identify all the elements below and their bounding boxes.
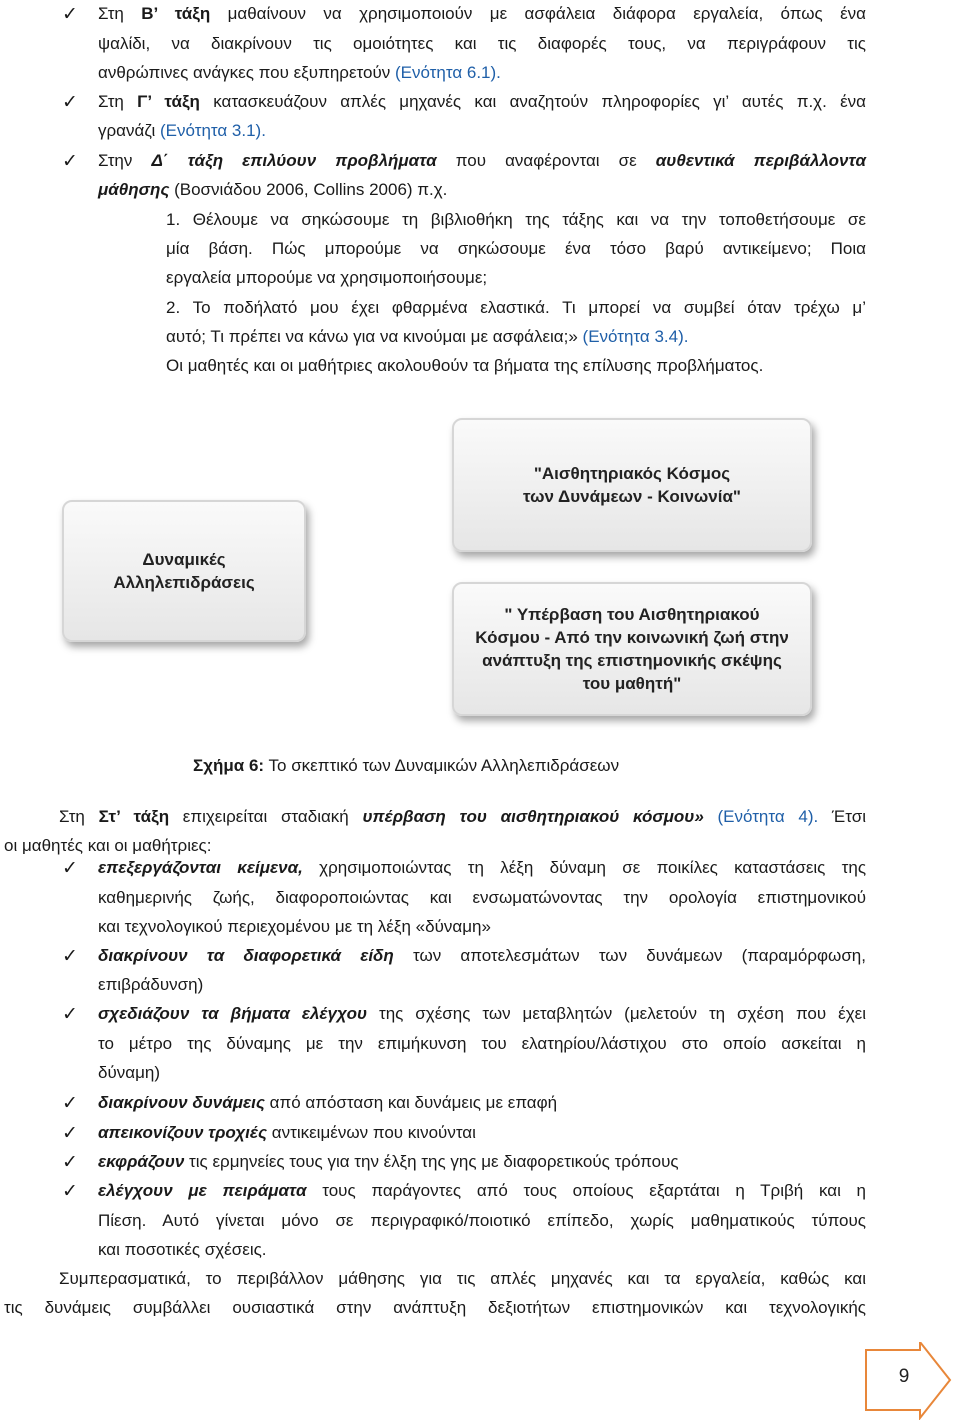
checkmark-icon: ✓ <box>62 150 78 172</box>
text-run: γρανάζι <box>98 121 161 140</box>
bullet-line <box>98 887 866 909</box>
text-run: ανθρώπινες ανάγκες που εξυπηρετούν <box>98 63 395 82</box>
text-run: Β’ τάξη <box>141 4 211 23</box>
bullet-line <box>98 1239 866 1261</box>
diagram-top-box: "Αισθητηριακός Κόσμος των Δυνάμεων - Κοινωνία" <box>452 418 812 552</box>
text-run: Στη <box>98 4 142 23</box>
text-run: Πίεση. Αυτό γίνεται μόνο σε περιγραφικό/ποιοτικό επίπεδο, χωρίς μαθηματικούς τύπους <box>98 1211 866 1230</box>
paragraph-line <box>4 1297 866 1319</box>
text-run: της σχέσης των μεταβλητών (μελετούν τη σχέση που έχει <box>367 1004 866 1023</box>
paragraph-line <box>59 1268 866 1290</box>
text-run: σχεδιάζουν τα βήματα ελέγχου <box>98 1004 368 1023</box>
diagram-left-box: Δυναμικές Αλληλεπιδράσεις <box>62 500 306 642</box>
checkmark-icon: ✓ <box>62 1151 78 1173</box>
checkmark-icon: ✓ <box>62 1003 78 1025</box>
text-run: Έτσι <box>818 807 866 826</box>
text-run: τους παράγοντες από τους οποίους εξαρτάται η Τριβή και η <box>306 1181 867 1200</box>
bullet-line <box>98 150 866 172</box>
example-line <box>166 267 866 289</box>
text-run: Γ’ τάξη <box>137 92 200 111</box>
bullet-line <box>98 3 866 25</box>
text-run: ψαλίδι, να διακρίνουν τις ομοιότητες και τις διαφορές τους, να περιγράφουν τις <box>98 34 866 53</box>
figure-caption <box>193 755 619 777</box>
example-line <box>166 238 866 260</box>
text-run: Οι μαθητές και οι μαθήτριες ακολουθούν τα βήματα της επίλυσης προβλήματος. <box>166 356 764 375</box>
bullet-line <box>98 974 866 996</box>
text-run: μία βάση. Πώς μπορούμε να σηκώσουμε ένα τόσο βαρύ αντικείμενο; Ποια <box>166 239 866 258</box>
text-run: που αναφέρονται σε <box>436 151 656 170</box>
checkmark-icon: ✓ <box>62 945 78 967</box>
checkmark-icon: ✓ <box>62 91 78 113</box>
diagram-bottom-box: " Υπέρβαση του Αισθητηριακού Κόσμου - Από την κοινωνική ζωή στην ανάπτυξη της επιστημονικής σκέψης του μαθητή" <box>452 582 812 716</box>
text-run: επεξεργάζονται κείμενα, <box>98 858 303 877</box>
text-run: 1. Θέλουμε να σηκώσουμε τη βιβλιοθήκη της τάξης και να την τοποθετήσουμε σε <box>166 210 866 229</box>
text-run: Στην <box>98 151 152 170</box>
bullet-line <box>98 91 866 113</box>
text-run: οι μαθητές και οι μαθήτριες: <box>4 836 212 855</box>
bullet-line <box>98 1122 866 1144</box>
text-run: μαθαίνουν να χρησιμοποιούν με ασφάλεια διάφορα εργαλεία, όπως ένα <box>210 4 866 23</box>
checkmark-icon: ✓ <box>62 3 78 25</box>
example-line <box>166 326 866 348</box>
checkmark-icon: ✓ <box>62 1122 78 1144</box>
text-run: και τεχνολογικού περιεχομένου με τη λέξη «δύναμη» <box>98 917 491 936</box>
text-run: αυθεντικά περιβάλλοντα <box>655 151 867 170</box>
example-line <box>166 355 866 377</box>
text-run: και ποσοτικές σχέσεις. <box>98 1240 267 1259</box>
bullet-line <box>98 33 866 55</box>
text-run: αυτό; Τι πρέπει να κάνω για να κινούμαι με ασφάλεια;» <box>166 327 583 346</box>
section-reference-link[interactable]: (Ενότητα 3.1). <box>160 121 266 140</box>
text-run: κατασκευάζουν απλές μηχανές και αναζητούν πληροφορίες γι’ αυτές π.χ. ένα <box>199 92 866 111</box>
example-line <box>166 209 866 231</box>
text-run: ελέγχουν με πειράματα <box>98 1181 307 1200</box>
text-run: από απόσταση και δυνάμεις με επαφή <box>264 1093 558 1112</box>
text-run: διακρίνουν δυνάμεις <box>98 1093 265 1112</box>
text-run: το μέτρο της δύναμης με την επιμήκυνση του ελατηρίου/λάστιχου στο οποίο ασκείται η <box>98 1034 866 1053</box>
text-run: εκφράζουν <box>98 1152 185 1171</box>
text-run: Στ’ τάξη <box>98 807 170 826</box>
text-run: διακρίνουν τα διαφορετικά είδη <box>98 946 394 965</box>
page-number-badge <box>862 1342 952 1420</box>
text-run: αντικειμένων που κινούνται <box>267 1123 476 1142</box>
text-run: εργαλεία μπορούμε να χρησιμοποιήσουμε; <box>166 268 488 287</box>
bullet-line <box>98 1092 866 1114</box>
text-run: τις δυνάμεις συμβάλλει ουσιαστικά στην ανάπτυξη δεξιοτήτων επιστημονικών και τεχνολογικής <box>4 1298 866 1317</box>
bullet-line <box>98 1003 866 1025</box>
paragraph-line <box>4 835 211 857</box>
bullet-line <box>98 179 866 201</box>
text-run: απεικονίζουν τροχιές <box>98 1123 268 1142</box>
text-run: Στη <box>98 92 138 111</box>
checkmark-icon: ✓ <box>62 1092 78 1114</box>
bullet-line <box>98 945 866 967</box>
text-run: επιχειρείται σταδιακή <box>169 807 363 826</box>
bullet-line <box>98 1062 866 1084</box>
text-run: Στη <box>59 807 99 826</box>
text-run: τις ερμηνείες τους για την έλξη της γης με διαφορετικούς τρόπους <box>184 1152 679 1171</box>
page-number: 9 <box>898 1366 910 1387</box>
figure-caption-label: Σχήμα 6: <box>193 756 265 775</box>
bullet-line <box>98 1151 866 1173</box>
bullet-line <box>98 916 866 938</box>
bullet-line <box>98 120 866 142</box>
text-run: 2. Το ποδήλατό μου έχει φθαρμένα ελαστικά. Τι μπορεί να συμβεί όταν τρέχω μ’ <box>166 298 866 317</box>
section-reference-link[interactable]: (Ενότητα 3.4). <box>582 327 689 346</box>
bullet-line <box>98 1033 866 1055</box>
section-reference-link[interactable]: (Ενότητα 4). <box>717 807 819 826</box>
checkmark-icon: ✓ <box>62 1180 78 1202</box>
text-run: χρησιμοποιώντας τη λέξη δύναμη σε ποικίλες καταστάσεις της <box>302 858 867 877</box>
text-run: δύναμη) <box>98 1063 160 1082</box>
bullet-line <box>98 62 866 84</box>
text-run: υπέρβαση του αισθητηριακού κόσμου» <box>362 807 704 826</box>
text-run: Συμπερασματικά, το περιβάλλον μάθησης για τις απλές μηχανές και τα εργαλεία, καθώς και <box>59 1269 866 1288</box>
bullet-line <box>98 857 866 879</box>
bullet-line <box>98 1180 866 1202</box>
paragraph-line <box>59 806 866 828</box>
bullet-line <box>98 1210 866 1232</box>
figure-caption-text: Το σκεπτικό των Δυναμικών Αλληλεπιδράσεων <box>264 756 620 775</box>
section-reference-link[interactable]: (Ενότητα 6.1). <box>394 63 501 82</box>
checkmark-icon: ✓ <box>62 857 78 879</box>
text-run: μάθησης <box>98 180 170 199</box>
text-run: Δ΄ τάξη επιλύουν προβλήματα <box>151 151 437 170</box>
example-line <box>166 297 866 319</box>
text-run: καθημερινής ζωής, διαφοροποιώντας και ενσωματώνοντας την ορολογία επιστημονικού <box>98 888 866 907</box>
text-run: των αποτελεσμάτων των δυνάμεων (παραμόρφωση, <box>393 946 866 965</box>
text-run: επιβράδυνση) <box>98 975 204 994</box>
text-run: (Βοσνιάδου 2006, Collins 2006) π.χ. <box>169 180 448 199</box>
text-run <box>704 807 718 826</box>
